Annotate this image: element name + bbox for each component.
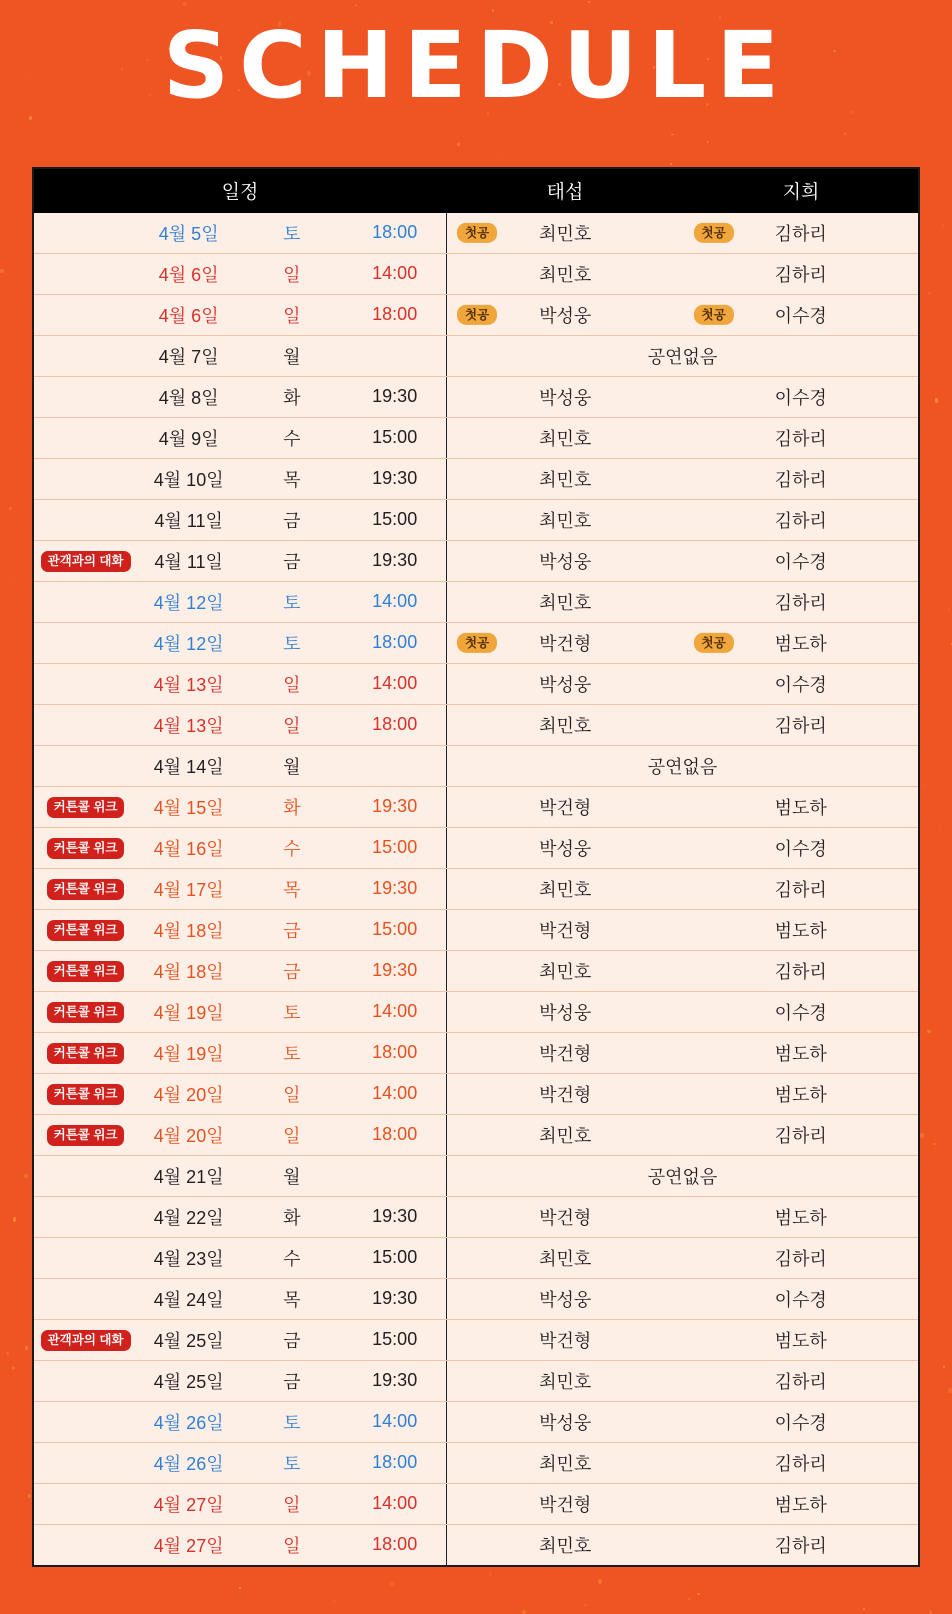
row-date: 4월 14일 [137, 745, 240, 786]
row-date: 4월 25일 [137, 1319, 240, 1360]
table-row [34, 1524, 918, 1565]
row-tag-cell [34, 376, 137, 417]
row-time: 14:00 [343, 1483, 446, 1524]
row-tag-cell [34, 581, 137, 622]
first-show-badge: 첫공 [694, 304, 734, 324]
row-time: 18:00 [343, 1442, 446, 1483]
row-cast-jihee: 범도하 [684, 1032, 919, 1073]
row-tag-cell [34, 991, 137, 1032]
row-tag-cell [34, 663, 137, 704]
row-cast-jihee: 김하리 [684, 581, 919, 622]
row-cast-taeseop: 박성웅 [447, 663, 684, 704]
row-date: 4월 9일 [137, 417, 240, 458]
row-cast-jihee: 범도하 [684, 1196, 919, 1237]
row-cast-taeseop: 박성웅 [447, 1401, 684, 1442]
row-time [343, 745, 446, 786]
row-time: 18:00 [343, 294, 446, 335]
table-row [34, 1442, 918, 1483]
row-day: 토 [240, 622, 343, 663]
row-day: 금 [240, 950, 343, 991]
row-time: 15:00 [343, 1237, 446, 1278]
row-time: 19:30 [343, 458, 446, 499]
table-row [34, 1114, 918, 1155]
table-row [34, 376, 918, 417]
table-row [34, 213, 918, 254]
row-tag-cell [34, 1319, 137, 1360]
row-cast-jihee: 김하리 [684, 1114, 919, 1155]
table-row [34, 1483, 918, 1524]
row-tag-badge: 관객과의 대화 [41, 1330, 131, 1350]
row-day: 일 [240, 1073, 343, 1114]
row-tag-badge: 커튼콜 위크 [47, 961, 125, 981]
row-time: 18:00 [343, 213, 446, 254]
row-cast-jihee: 이수경 [684, 1278, 919, 1319]
row-date: 4월 26일 [137, 1442, 240, 1483]
row-tag-cell [34, 458, 137, 499]
row-cast-jihee: 이수경 [684, 376, 919, 417]
row-cast-taeseop: 박건형 [447, 786, 684, 827]
row-tag-cell [34, 499, 137, 540]
row-tag-cell [34, 950, 137, 991]
row-time: 14:00 [343, 991, 446, 1032]
schedule-table-container [32, 167, 920, 1567]
row-date: 4월 22일 [137, 1196, 240, 1237]
table-row [34, 745, 918, 786]
row-tag-badge: 커튼콜 위크 [47, 797, 125, 817]
row-day: 화 [240, 1196, 343, 1237]
row-time [343, 1155, 446, 1196]
row-tag-badge: 커튼콜 위크 [47, 1125, 125, 1145]
table-head [34, 169, 918, 213]
row-tag-cell [34, 335, 137, 376]
row-day: 월 [240, 745, 343, 786]
row-day: 일 [240, 1524, 343, 1565]
row-cast-taeseop: 박건형 [447, 1073, 684, 1114]
row-cast-jihee: 이수경 [684, 1401, 919, 1442]
table-row [34, 1155, 918, 1196]
row-cast-taeseop: 박건형 [447, 1196, 684, 1237]
row-cast-taeseop: 박건형 [447, 1483, 684, 1524]
row-time: 15:00 [343, 909, 446, 950]
row-tag-cell [34, 1196, 137, 1237]
row-date: 4월 6일 [137, 294, 240, 335]
row-cast-jihee: 범도하 [684, 1073, 919, 1114]
row-tag-cell [34, 417, 137, 458]
row-tag-cell [34, 1114, 137, 1155]
row-cast-jihee: 범도하 [684, 1483, 919, 1524]
row-cast-jihee: 김하리 [684, 1360, 919, 1401]
row-cast-taeseop: 최민호 [447, 581, 684, 622]
row-cast-taeseop: 첫공 최민호 [447, 213, 684, 254]
row-day: 금 [240, 1360, 343, 1401]
row-tag-cell [34, 1360, 137, 1401]
row-day: 토 [240, 991, 343, 1032]
row-cast-taeseop: 박성웅 [447, 540, 684, 581]
row-tag-cell [34, 622, 137, 663]
row-day: 금 [240, 1319, 343, 1360]
row-cast-taeseop: 최민호 [447, 1360, 684, 1401]
table-row [34, 663, 918, 704]
row-date: 4월 23일 [137, 1237, 240, 1278]
row-date: 4월 18일 [137, 909, 240, 950]
table-row [34, 622, 918, 663]
table-row [34, 827, 918, 868]
row-date: 4월 27일 [137, 1524, 240, 1565]
row-cast-jihee: 첫공 이수경 [684, 294, 919, 335]
row-day: 일 [240, 294, 343, 335]
row-cast-taeseop: 최민호 [447, 868, 684, 909]
row-time: 18:00 [343, 622, 446, 663]
row-cast-taeseop: 최민호 [447, 499, 684, 540]
row-day: 일 [240, 1483, 343, 1524]
table-row [34, 1237, 918, 1278]
row-time: 14:00 [343, 1073, 446, 1114]
table-row [34, 1319, 918, 1360]
row-cast-taeseop: 박건형 [447, 1319, 684, 1360]
schedule-table [34, 169, 918, 1565]
header-taeseop: 태섭 [447, 169, 684, 213]
row-time: 19:30 [343, 1360, 446, 1401]
row-cast-jihee: 첫공 김하리 [684, 213, 919, 254]
row-cast-jihee: 김하리 [684, 1524, 919, 1565]
row-cast-jihee: 김하리 [684, 253, 919, 294]
row-tag-cell [34, 704, 137, 745]
row-cast-jihee: 이수경 [684, 540, 919, 581]
table-row [34, 581, 918, 622]
row-date: 4월 7일 [137, 335, 240, 376]
row-cast-taeseop: 최민호 [447, 1442, 684, 1483]
row-day: 금 [240, 909, 343, 950]
first-show-badge: 첫공 [457, 304, 497, 324]
row-time: 19:30 [343, 376, 446, 417]
row-tag-cell [34, 1401, 137, 1442]
row-date: 4월 21일 [137, 1155, 240, 1196]
row-tag-cell [34, 1237, 137, 1278]
row-time [343, 335, 446, 376]
row-date: 4월 19일 [137, 1032, 240, 1073]
row-tag-cell [34, 1442, 137, 1483]
row-day: 화 [240, 376, 343, 417]
row-cast-jihee: 김하리 [684, 1237, 919, 1278]
row-date: 4월 26일 [137, 1401, 240, 1442]
row-date: 4월 16일 [137, 827, 240, 868]
row-day: 목 [240, 458, 343, 499]
header-jihee: 지희 [684, 169, 919, 213]
row-time: 15:00 [343, 499, 446, 540]
row-time: 18:00 [343, 1032, 446, 1073]
row-day: 수 [240, 827, 343, 868]
row-no-show: 공연없음 [447, 745, 919, 786]
table-row [34, 1360, 918, 1401]
row-cast-jihee: 김하리 [684, 868, 919, 909]
table-row [34, 1278, 918, 1319]
row-day: 목 [240, 868, 343, 909]
table-row [34, 335, 918, 376]
table-row [34, 991, 918, 1032]
row-day: 토 [240, 581, 343, 622]
row-tag-cell [34, 868, 137, 909]
row-cast-taeseop: 최민호 [447, 253, 684, 294]
first-show-badge: 첫공 [694, 632, 734, 652]
row-day: 일 [240, 704, 343, 745]
table-row [34, 704, 918, 745]
row-cast-taeseop: 첫공 박성웅 [447, 294, 684, 335]
row-cast-jihee: 범도하 [684, 786, 919, 827]
row-tag-cell [34, 827, 137, 868]
row-time: 14:00 [343, 253, 446, 294]
row-tag-cell [34, 253, 137, 294]
row-date: 4월 25일 [137, 1360, 240, 1401]
row-date: 4월 19일 [137, 991, 240, 1032]
row-cast-taeseop: 최민호 [447, 1524, 684, 1565]
row-cast-jihee: 범도하 [684, 909, 919, 950]
row-cast-taeseop: 박성웅 [447, 376, 684, 417]
row-cast-taeseop: 첫공 박건형 [447, 622, 684, 663]
table-row [34, 950, 918, 991]
row-cast-jihee: 김하리 [684, 1442, 919, 1483]
row-cast-taeseop: 최민호 [447, 458, 684, 499]
header-schedule: 일정 [34, 169, 447, 213]
row-time: 19:30 [343, 540, 446, 581]
table-row [34, 1196, 918, 1237]
table-row [34, 458, 918, 499]
row-time: 14:00 [343, 663, 446, 704]
row-cast-taeseop: 최민호 [447, 1237, 684, 1278]
row-date: 4월 27일 [137, 1483, 240, 1524]
table-row [34, 786, 918, 827]
row-cast-taeseop: 박성웅 [447, 827, 684, 868]
row-cast-taeseop: 박건형 [447, 909, 684, 950]
row-cast-taeseop: 최민호 [447, 704, 684, 745]
row-day: 금 [240, 540, 343, 581]
row-tag-cell [34, 786, 137, 827]
row-date: 4월 24일 [137, 1278, 240, 1319]
row-tag-cell [34, 909, 137, 950]
row-tag-cell [34, 1278, 137, 1319]
row-date: 4월 11일 [137, 499, 240, 540]
row-day: 수 [240, 417, 343, 458]
row-day: 일 [240, 663, 343, 704]
table-body [34, 213, 918, 1565]
table-row [34, 1032, 918, 1073]
table-row [34, 253, 918, 294]
row-day: 화 [240, 786, 343, 827]
row-date: 4월 5일 [137, 213, 240, 254]
row-cast-taeseop: 박성웅 [447, 991, 684, 1032]
row-tag-cell [34, 1032, 137, 1073]
row-day: 토 [240, 1401, 343, 1442]
table-row [34, 1401, 918, 1442]
row-tag-badge: 커튼콜 위크 [47, 920, 125, 940]
row-date: 4월 15일 [137, 786, 240, 827]
table-row [34, 909, 918, 950]
row-no-show: 공연없음 [447, 1155, 919, 1196]
row-day: 수 [240, 1237, 343, 1278]
table-row [34, 868, 918, 909]
row-time: 18:00 [343, 1524, 446, 1565]
first-show-badge: 첫공 [457, 222, 497, 242]
row-date: 4월 13일 [137, 663, 240, 704]
row-time: 14:00 [343, 1401, 446, 1442]
row-tag-badge: 커튼콜 위크 [47, 1084, 125, 1104]
row-date: 4월 13일 [137, 704, 240, 745]
row-tag-cell [34, 745, 137, 786]
row-day: 월 [240, 335, 343, 376]
table-row [34, 540, 918, 581]
row-tag-cell [34, 540, 137, 581]
row-time: 19:30 [343, 950, 446, 991]
table-row [34, 417, 918, 458]
row-cast-taeseop: 최민호 [447, 417, 684, 458]
page-title: SCHEDULE [162, 12, 790, 119]
row-time: 18:00 [343, 1114, 446, 1155]
row-cast-jihee: 범도하 [684, 1319, 919, 1360]
row-cast-jihee: 김하리 [684, 950, 919, 991]
row-day: 토 [240, 1442, 343, 1483]
row-date: 4월 11일 [137, 540, 240, 581]
row-tag-cell [34, 1155, 137, 1196]
row-date: 4월 20일 [137, 1114, 240, 1155]
row-cast-jihee: 이수경 [684, 827, 919, 868]
row-cast-taeseop: 최민호 [447, 1114, 684, 1155]
row-date: 4월 20일 [137, 1073, 240, 1114]
row-date: 4월 17일 [137, 868, 240, 909]
row-day: 목 [240, 1278, 343, 1319]
first-show-badge: 첫공 [694, 222, 734, 242]
row-day: 일 [240, 1114, 343, 1155]
row-date: 4월 6일 [137, 253, 240, 294]
row-cast-jihee: 김하리 [684, 417, 919, 458]
first-show-badge: 첫공 [457, 632, 497, 652]
row-tag-badge: 커튼콜 위크 [47, 1002, 125, 1022]
row-cast-taeseop: 박성웅 [447, 1278, 684, 1319]
row-cast-jihee: 이수경 [684, 663, 919, 704]
row-time: 15:00 [343, 417, 446, 458]
table-row [34, 1073, 918, 1114]
row-time: 19:30 [343, 786, 446, 827]
row-day: 토 [240, 213, 343, 254]
row-time: 14:00 [343, 581, 446, 622]
row-day: 월 [240, 1155, 343, 1196]
row-cast-jihee: 김하리 [684, 499, 919, 540]
row-date: 4월 12일 [137, 581, 240, 622]
row-day: 토 [240, 1032, 343, 1073]
row-time: 15:00 [343, 1319, 446, 1360]
row-tag-cell [34, 294, 137, 335]
row-cast-jihee: 김하리 [684, 704, 919, 745]
row-date: 4월 12일 [137, 622, 240, 663]
row-no-show: 공연없음 [447, 335, 919, 376]
row-date: 4월 10일 [137, 458, 240, 499]
row-tag-badge: 커튼콜 위크 [47, 838, 125, 858]
row-time: 19:30 [343, 1196, 446, 1237]
row-day: 금 [240, 499, 343, 540]
row-tag-cell [34, 1483, 137, 1524]
row-day: 일 [240, 253, 343, 294]
row-tag-badge: 관객과의 대화 [41, 551, 131, 571]
row-cast-jihee: 김하리 [684, 458, 919, 499]
row-tag-badge: 커튼콜 위크 [47, 879, 125, 899]
row-date: 4월 18일 [137, 950, 240, 991]
header-row [34, 169, 918, 213]
row-time: 19:30 [343, 1278, 446, 1319]
row-cast-jihee: 이수경 [684, 991, 919, 1032]
row-tag-cell [34, 1073, 137, 1114]
row-time: 19:30 [343, 868, 446, 909]
row-cast-taeseop: 박건형 [447, 1032, 684, 1073]
row-cast-jihee: 첫공 범도하 [684, 622, 919, 663]
row-tag-badge: 커튼콜 위크 [47, 1043, 125, 1063]
table-row [34, 499, 918, 540]
table-row [34, 294, 918, 335]
row-tag-cell [34, 1524, 137, 1565]
row-cast-taeseop: 최민호 [447, 950, 684, 991]
row-date: 4월 8일 [137, 376, 240, 417]
row-tag-cell [34, 213, 137, 254]
row-time: 15:00 [343, 827, 446, 868]
row-time: 18:00 [343, 704, 446, 745]
